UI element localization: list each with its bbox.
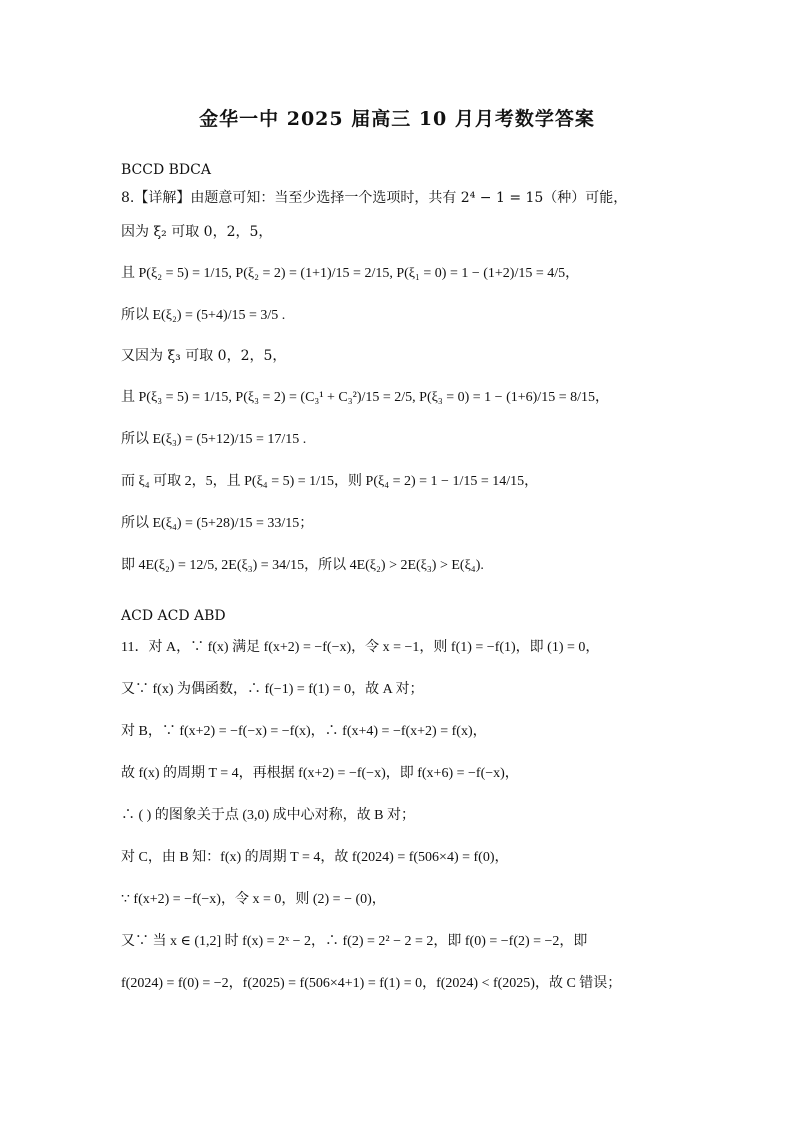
solution-line: 而 ξ₄ 可取 2，5，且 P(ξ₄ = 5) = 1/15，则 P(ξ₄ = 2) = 1 − 1/15 = 14/15， (121, 474, 539, 489)
solution-line: ∵ f(x+2) = −f(−x)，令 x = 0，则 (2) = − (0)， (121, 892, 386, 907)
solution-line: ∴ ( ) 的图象关于点 (3,0) 成中心对称，故 B 对； (121, 808, 415, 823)
answer-line: ACD ACD ABD (121, 608, 226, 624)
page-title: 金华一中 2025 届高三 10 月月考数学答案 (199, 108, 595, 130)
solution-line: 故 f(x) 的周期 T = 4，再根据 f(x+2) = −f(−x)，即 f(x+6) = −f(−x)， (121, 766, 519, 781)
solution-line: 且 P(ξ₃ = 5) = 1/15, P(ξ₃ = 2) = (C₃¹ + C₃²)/15 = 2/5, P(ξ₃ = 0) = 1 − (1+6)/15 = 8/15， (121, 390, 609, 405)
solution-line: 即 4E(ξ₂) = 12/5, 2E(ξ₃) = 34/15，所以 4E(ξ₂) > 2E(ξ₃) > E(ξ₄). (121, 558, 484, 573)
answer-line: BCCD BDCA (121, 162, 211, 178)
solution-line: 又∵ 当 x ∈ (1,2] 时 f(x) = 2ˣ − 2，∴ f(2) = 2² − 2 = 2，即 f(0) = −f(2) = −2，即 (121, 934, 588, 949)
solution-line: 且 P(ξ₂ = 5) = 1/15, P(ξ₂ = 2) = (1+1)/15 = 2/15, P(ξ₁ = 0) = 1 − (1+2)/15 = 4/5， (121, 266, 580, 281)
solution-line: 又因为 ξ₃ 可取 0，2，5， (121, 348, 287, 364)
solution-line: 8.【详解】由题意可知：当至少选择一个选项时，共有 2⁴ − 1 = 15（种）可能， (121, 190, 628, 206)
solution-line: 因为 ξ₂ 可取 0，2，5， (121, 224, 273, 240)
solution-line: 对 C，由 B 知：f(x) 的周期 T = 4，故 f(2024) = f(506×4) = f(0)， (121, 850, 509, 865)
solution-line: 所以 E(ξ₄) = (5+28)/15 = 33/15； (121, 516, 314, 531)
solution-line: 所以 E(ξ₂) = (5+4)/15 = 3/5 . (121, 308, 286, 323)
solution-line: f(2024) = f(0) = −2，f(2025) = f(506×4+1) = f(1) = 0，f(2024) < f(2025)，故 C 错误； (121, 976, 622, 991)
solution-line: 对 B，∵ f(x+2) = −f(−x) = −f(x)，∴ f(x+4) = −f(x+2) = f(x)， (121, 724, 487, 739)
solution-line: 又∵ f(x) 为偶函数，∴ f(−1) = f(1) = 0，故 A 对； (121, 682, 424, 697)
solution-line: 11．对 A，∵ f(x) 满足 f(x+2) = −f(−x)，令 x = −1，则 f(1) = −f(1)，即 (1) = 0， (121, 640, 600, 655)
solution-line: 所以 E(ξ₃) = (5+12)/15 = 17/15 . (121, 432, 307, 447)
